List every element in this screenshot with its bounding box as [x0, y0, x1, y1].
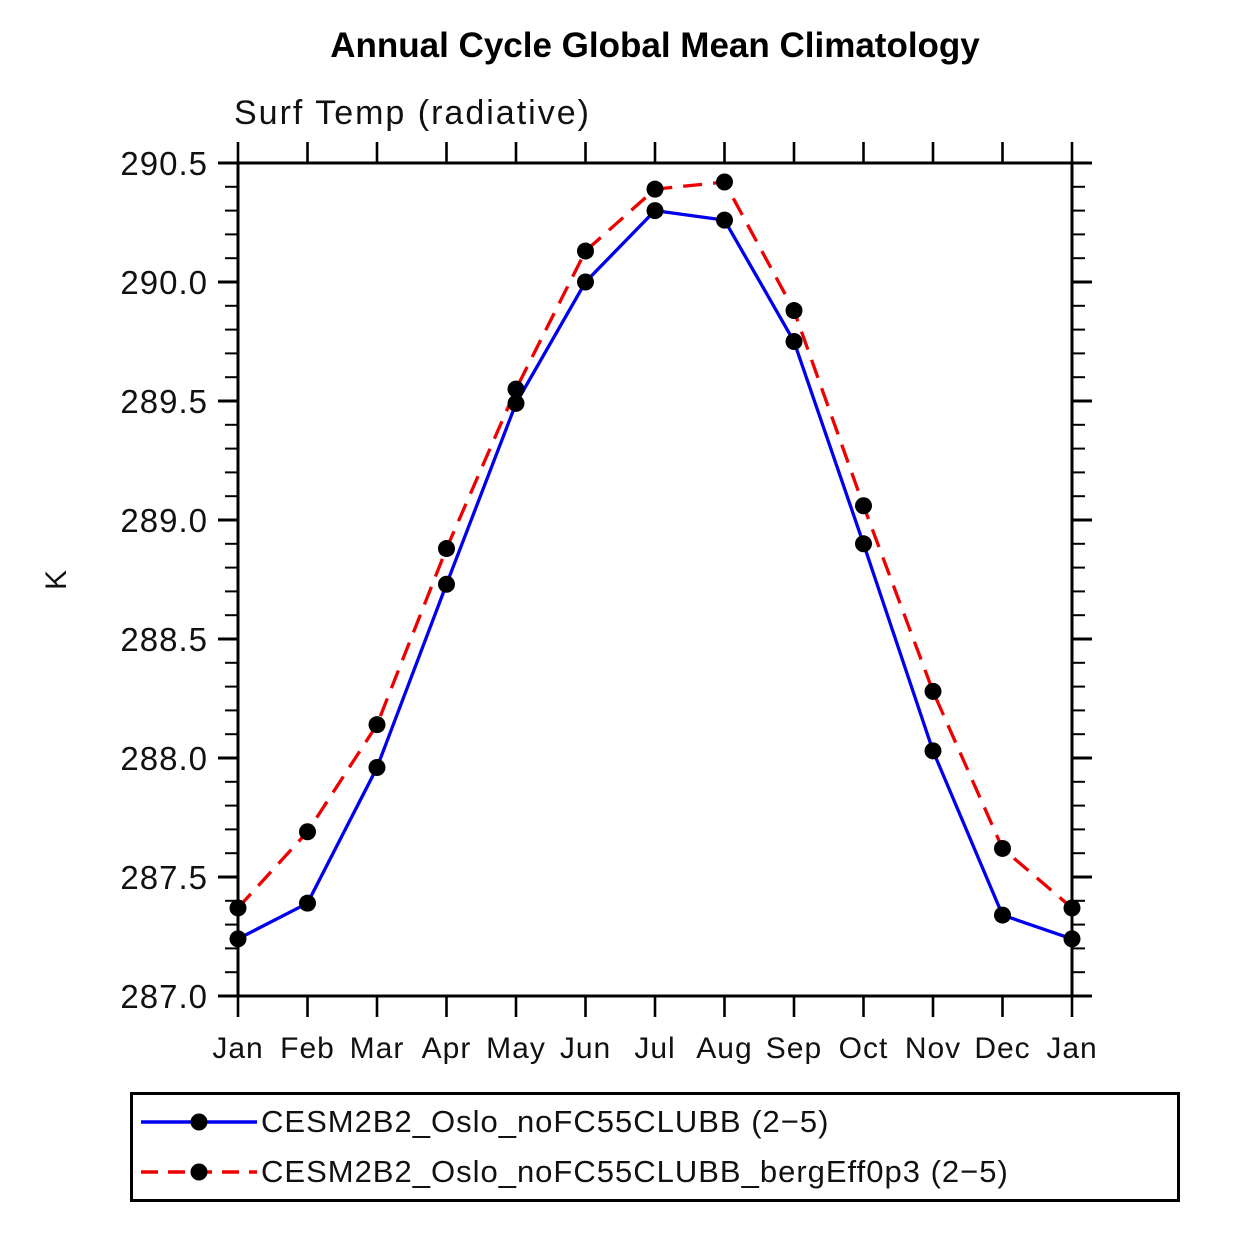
data-point-s0-0 [230, 930, 247, 947]
chart-title: Annual Cycle Global Mean Climatology [330, 26, 980, 65]
y-tick-label: 287.5 [120, 859, 208, 896]
data-point-s1-5 [577, 243, 594, 260]
x-tick-label: Apr [421, 1032, 472, 1065]
data-point-s1-10 [925, 683, 942, 700]
x-tick-label: Mar [349, 1032, 405, 1065]
legend-box [130, 1092, 1180, 1202]
y-axis-label: K [40, 570, 73, 591]
data-point-s0-3 [438, 576, 455, 593]
x-tick-label: Jul [634, 1032, 676, 1065]
data-point-s0-10 [925, 742, 942, 759]
data-point-s1-6 [647, 181, 664, 198]
data-point-s1-1 [299, 823, 316, 840]
legend-entry-series-1 [137, 1097, 829, 1147]
x-tick-label: Dec [974, 1032, 1031, 1065]
data-point-s1-9 [855, 497, 872, 514]
series-line-0 [238, 211, 1072, 939]
legend-line-solid-icon [137, 1107, 261, 1137]
x-tick-label: Jan [1046, 1032, 1098, 1065]
x-tick-label: Oct [838, 1032, 889, 1065]
chart-subtitle: Surf Temp (radiative) [234, 94, 591, 132]
data-point-s0-9 [855, 535, 872, 552]
data-point-s0-6 [647, 202, 664, 219]
x-tick-label: Feb [280, 1032, 335, 1065]
data-point-s1-12 [1064, 899, 1081, 916]
x-tick-label: Nov [904, 1032, 962, 1065]
data-point-s1-11 [994, 840, 1011, 857]
y-tick-label: 287.0 [120, 978, 208, 1015]
y-tick-label: 290.5 [120, 145, 208, 182]
data-point-s0-12 [1064, 930, 1081, 947]
data-point-s1-2 [369, 716, 386, 733]
data-point-s1-7 [716, 174, 733, 191]
x-tick-label: Jun [559, 1032, 612, 1065]
y-tick-label: 288.5 [120, 621, 208, 658]
x-tick-label: May [486, 1032, 546, 1065]
legend-line-dashed-icon [137, 1157, 261, 1187]
data-point-s0-1 [299, 895, 316, 912]
data-point-s1-0 [230, 899, 247, 916]
data-point-s0-11 [994, 907, 1011, 924]
data-point-s0-5 [577, 274, 594, 291]
x-tick-label: Aug [696, 1032, 753, 1065]
y-tick-label: 289.0 [120, 502, 208, 539]
legend-label-series-1: CESM2B2_Oslo_noFC55CLUBB (2−5) [261, 1104, 830, 1139]
legend-label-series-2: CESM2B2_Oslo_noFC55CLUBB_bergEff0p3 (2−5) [261, 1154, 1009, 1189]
axis-box [238, 163, 1072, 996]
legend-entry-series-2 [137, 1147, 1009, 1197]
data-point-s1-8 [786, 302, 803, 319]
data-point-s1-3 [438, 540, 455, 557]
data-point-s0-2 [369, 759, 386, 776]
series-line-1 [238, 182, 1072, 908]
data-point-s1-4 [508, 381, 525, 398]
x-tick-label: Sep [765, 1032, 823, 1065]
x-tick-label: Jan [212, 1032, 264, 1065]
data-point-s0-8 [786, 333, 803, 350]
y-tick-label: 288.0 [120, 740, 208, 777]
y-tick-label: 289.5 [120, 383, 208, 420]
y-tick-label: 290.0 [120, 264, 208, 301]
data-point-s0-7 [716, 212, 733, 229]
